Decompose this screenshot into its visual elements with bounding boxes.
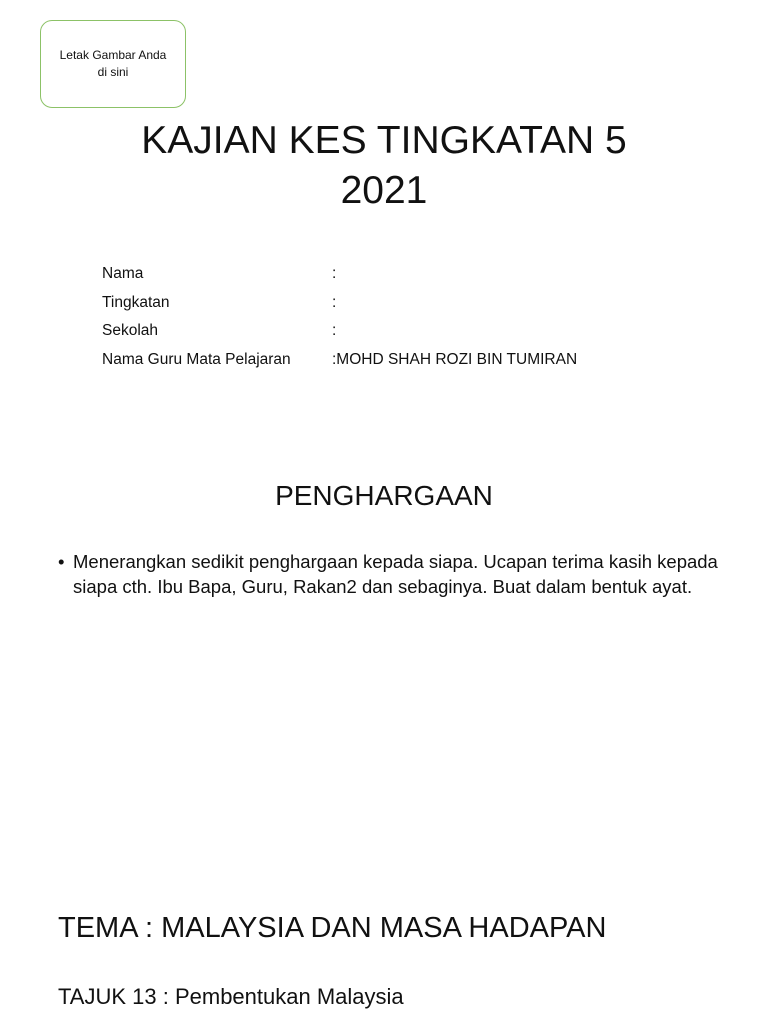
bullet-icon: • bbox=[58, 551, 65, 572]
info-row-sekolah bbox=[102, 317, 577, 346]
info-label-tingkatan: Tingkatan bbox=[102, 293, 170, 311]
student-info bbox=[102, 260, 577, 374]
info-value-tingkatan: : bbox=[332, 293, 337, 311]
page-title bbox=[0, 116, 768, 216]
photo-placeholder[interactable] bbox=[40, 20, 186, 108]
info-value-guru: :MOHD SHAH ROZI BIN TUMIRAN bbox=[332, 351, 578, 369]
info-label-nama: Nama bbox=[102, 265, 144, 283]
tema-heading: TEMA : MALAYSIA DAN MASA HADAPAN bbox=[58, 912, 607, 944]
title-line-2: 2021 bbox=[340, 169, 428, 212]
info-row-nama bbox=[102, 260, 577, 289]
photo-placeholder-text: Letak Gambar Anda di sini bbox=[59, 48, 167, 79]
info-label-guru: Nama Guru Mata Pelajaran bbox=[102, 351, 291, 369]
info-row-guru bbox=[102, 346, 577, 375]
info-value-nama: : bbox=[332, 265, 337, 283]
penghargaan-bullet-item bbox=[58, 549, 738, 599]
title-line-1: KAJIAN KES TINGKATAN 5 bbox=[141, 119, 627, 162]
info-row-tingkatan bbox=[102, 289, 577, 318]
info-value-sekolah: : bbox=[332, 322, 337, 340]
tajuk-heading: TAJUK 13 : Pembentukan Malaysia bbox=[58, 984, 404, 1009]
info-label-sekolah: Sekolah bbox=[102, 322, 159, 340]
penghargaan-text: Menerangkan sedikit penghargaan kepada siapa. Ucapan terima kasih kepada siapa cth. Ibu Bapa, Guru, Rakan2 dan sebaginya. Buat dalam bentuk ayat. bbox=[73, 551, 718, 597]
penghargaan-heading: PENGHARGAAN bbox=[275, 480, 493, 511]
